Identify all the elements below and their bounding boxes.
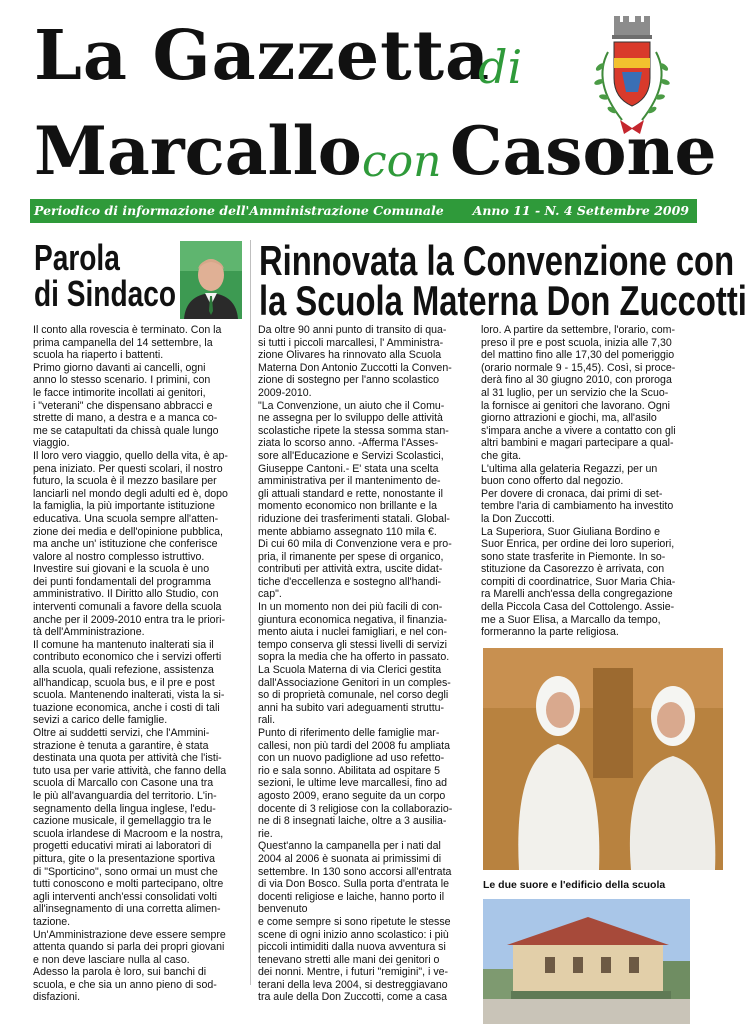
article-title-line2: la Scuola Materna Don Zuccotti [259, 277, 747, 324]
masthead-title-marcallo: Marcallo [34, 112, 362, 190]
column-divider [250, 240, 251, 985]
periodical-subtitle: Periodico di informazione dell'Amministrazione Comunale [34, 203, 444, 218]
mayor-portrait [180, 241, 242, 319]
masthead-accent-di: di [478, 40, 523, 94]
coat-of-arms-logo [582, 12, 682, 140]
masthead-band [30, 199, 697, 223]
masthead-title-line1: La Gazzetta [34, 16, 491, 96]
photo-caption: Le due suore e l'edificio della scuola [483, 879, 666, 891]
sidebar-title-line1: Parola [34, 237, 120, 278]
sidebar-body-text: Il conto alla rovescia è terminato. Con la prima campanella del 14 settembre, la scuola ha riaperto i battenti. Primo giorno davanti ai cancelli, ogni anno lo stesso scenario. I primini, con le facce intimorite incollati ai genitori, i "veterani" che dispensano abbracci e strette di mano, a destra e a manca co- me se catapultati da chissà quale lungo viaggio. Il loro vero viaggio, quello della vita, è ap- pena iniziato. Per questi scolari, il nostro futuro, la scuola è il mezzo basilare per lanciarli nel mondo degli adulti ed è, dopo la famiglia, la più importante istituzione educativa. Una scuola sempre all'atten- zione dei media e dell'opinione pubblica, ma anche un' istituzione che conferisce valore al nostro complesso istruttivo. Investire sui giovani e la scuola è uno dei punti fondamentali del programma amministrativo. Il Diritto allo Studio, con interventi comunali a favore della scuola anche per il 2009-2010 entra tra le priori- tà dell'Amministrazione. Il comune ha mantenuto inalterati sia il contributo economico che i servizi offerti alla scuola, quali refezione, assistenza all'handicap, scuola bus, e il pre e post scuola. Mantenendo inalterati, vista la si- tuazione economica, anche i costi di tali sevizi a carico delle famiglie. Oltre ai suddetti servizi, che l'Ammini- strazione è tenuta a garantire, è stata destinata una quota per attività che l'isti- tuto usa per varie attività, che fanno della scuola di Marcallo con Casone una tra le più all'avanguardia del territorio. L'in- segnamento della lingua inglese, l'edu- cazione musicale, il gemellaggio tra le scuola irlandese di Macroom e la nostra, progetti educativi mirati ai laboratori di pittura, gite o la presentazione sportiva di "Sporticino", sono ormai un must che tutti conoscono e molti partecipano, oltre agli interventi anch'essi consolidati volti all'insegnamento di una corretta alimen- tazione. Un'Amministrazione deve essere sempre attenta quando si parla dei propri giovani e non deve lasciare nulla al caso. Adesso la parola è loro, sui banchi di scuola, e che sia un anno pieno di sod- disfazioni. [33, 324, 228, 1004]
nuns-photo [483, 648, 723, 870]
issue-info: Anno 11 - N. 4 Settembre 2009 [472, 203, 689, 218]
masthead-title-casone: Casone [450, 112, 717, 190]
school-building-photo [483, 899, 690, 1024]
masthead-accent-con: con [362, 136, 442, 187]
article-column-2: loro. A partire da settembre, l'orario, com- preso il pre e post scuola, inizia alle 7,30 del mattino fino alle 17,30 del pomeriggio (orario normale 9 - 15,45). Così, si proce- derà fino al 30 giugno 2010, con proroga al 31 luglio, per un servizio che la Scuo- la fornisce ai genitori che lavorano. Ogni giorno attrazioni e giochi, ma, all'asilo s'impara anche a vivere a contatto con gli altri bambini e magari partecipare a qual- che gita. L'ultima alla gelateria Regazzi, per un buon cono offerto dal negozio. Per dovere di cronaca, dai primi di set- tembre l'aria di cambiamento ha investito la Don Zuccotti. La Superiora, Suor Giuliana Bordino e Suor Enrica, per ordine dei loro superiori, sono state trasferite in Piemonte. In so- stituzione da Casorezzo è arrivata, con compiti di coordinatrice, Suor Maria Chia- ra Marelli anch'essa della congregazione della Piccola Casa del Cottolengo. Assie- me a Suor Elisa, a Marcallo da tempo, formeranno la parte religiosa. [481, 324, 676, 639]
article-title-line1: Rinnovata la Convenzione con [259, 237, 735, 284]
sidebar-title-line2: di Sindaco [34, 273, 176, 314]
article-column-1: Da oltre 90 anni punto di transito di qua- si tutti i piccoli marcallesi, l' Amministra- zione Olivares ha rinnovato alla Scuola Materna Don Antonio Zuccotti la Conven- zione di sostegno per l'anno scolastico 2009-2010. "La Convenzione, un aiuto che il Comu- ne assegna per lo sviluppo delle attività scolastiche ripete la stessa somma stan- ziata lo scorso anno. -Afferma l'Asses- sore all'Educazione e Servizi Scolastici, Giuseppe Cantoni.- E' stata una scelta amministrativa per il mantenimento de- gli attuali standard e rette, nonostante il momento economico non brillante e la riduzione dei trasferimenti statali. Global- mente abbiamo assegnato 110 mila €. Di cui 60 mila di Convenzione vera e pro- pria, il rimanente per spese di organico, contributi per attività extra, uscite didat- tiche d'eccellenza e sostegno all'handi- cap". In un momento non dei più facili di con- giuntura economica negativa, il finanzia- mento aiuta i nuclei famigliari, e nel con- tempo conserva gli stessi livelli di servizi sopra la media che ha offerto in passato. La Scuola Materna di via Clerici gestita dall'Associazione Genitori in un comples- so di proprietà comunale, nel corso degli anni ha subito vari adeguamenti struttu- rali. Punto di riferimento delle famiglie mar- callesi, non più tardi del 2008 fu ampliata con un nuovo padiglione ad uso refetto- rio e sala sonno. Abilitata ad ospitare 5 sezioni, le ultime leve marcallesi, fino ad agosto 2009, erano seguite da un corpo docente di 3 religiose con la collaborazio- ne di 8 insegnati laiche, oltre a 3 ausilia- rie. Quest'anno la campanella per i nati dal 2004 al 2006 è suonata ai primissimi di settembre. In 130 sono accorsi all'entrata di via Don Bosco. Sulla porta d'entrata le docenti religiose e laiche, hanno porto il benvenuto e come sempre si sono ripetute le stesse scene di ogni inizio anno scolastico: i più piccoli intimiditi dalla nuova avventura si tenevano stretti alle mani dei genitori o dei nonni. Mentre, i futuri "remigini", i ve- terani della leva 2004, si destreggiavano tra aule della Don Zuccotti, come a casa [258, 324, 453, 1004]
